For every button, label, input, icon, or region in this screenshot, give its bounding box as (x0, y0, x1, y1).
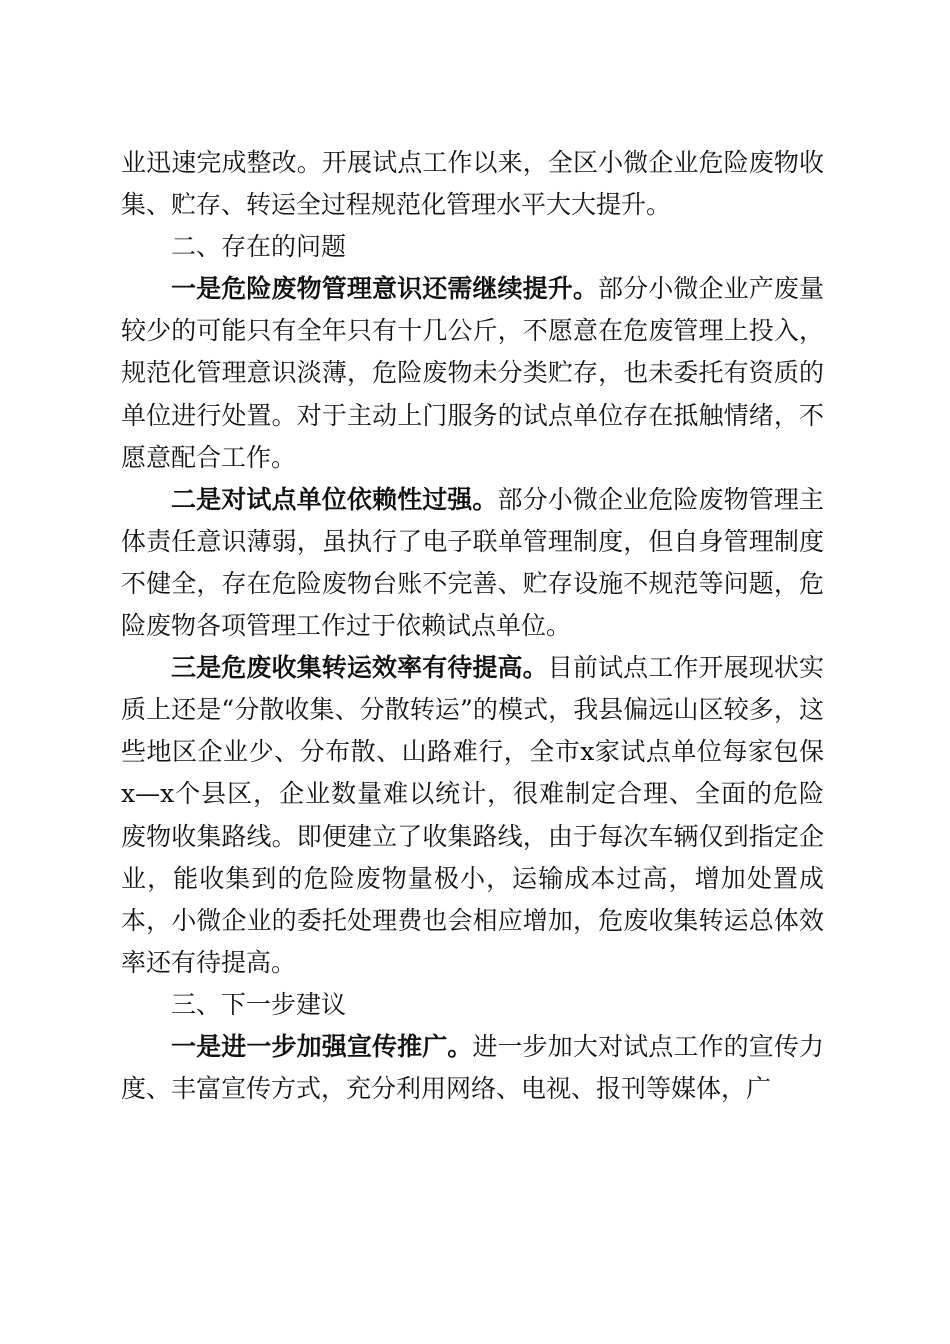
document-body (121, 142, 824, 1110)
problem-1-body: 部分小微企业产废量较少的可能只有全年只有十几公斤，不愿意在危废管理上投入，规范化管理意识淡薄，危险废物未分类贮存，也未委托有资质的单位进行处置。对于主动上门服务的试点单位存在抵触情绪，不愿意配合工作。 (121, 274, 824, 472)
problem-paragraph-2 (121, 479, 824, 647)
problem-1-lead: 一是危险废物管理意识还需继续提升。 (171, 274, 599, 304)
problem-3-body: 目前试点工作开展现状实质上还是“分散收集、分散转运”的模式，我县偏远山区较多，这些地区企业少、分布散、山路难行，全市x家试点单位每家包保x—x个县区，企业数量难以统计，很难制定合理、全面的危险废物收集路线。即便建立了收集路线，由于每次车辆仅到指定企业，能收集到的危险废物量极小，运输成本过高，增加处置成本，小微企业的委托处理费也会相应增加，危废收集转运总体效率还有待提高。 (121, 653, 824, 977)
section-heading-suggestions: 三、下一步建议 (171, 989, 347, 1019)
problem-2-lead: 二是对试点单位依赖性过强。 (171, 484, 498, 514)
section-heading-problems: 二、存在的问题 (171, 232, 347, 262)
problem-paragraph-1 (121, 268, 824, 478)
suggestion-1-lead: 一是进一步加强宣传推广。 (171, 1031, 473, 1061)
problem-3-lead: 三是危废收集转运效率有待提高。 (171, 653, 548, 683)
suggestion-1-body: 进一步加大对试点工作的宣传力度、丰富宣传方式，充分利用网络、电视、报刊等媒体，广 (121, 1031, 824, 1104)
suggestion-paragraph-1 (121, 1026, 824, 1110)
intro-paragraph: 业迅速完成整改。开展试点工作以来，全区小微企业危险废物收集、贮存、转运全过程规范化管理水平大大提升。 (121, 148, 824, 220)
problem-2-body: 部分小微企业危险废物管理主体责任意识薄弱，虽执行了电子联单管理制度，但自身管理制度不健全，存在危险废物台账不完善、贮存设施不规范等问题，危险废物各项管理工作过于依赖试点单位。 (121, 484, 824, 641)
problem-paragraph-3 (121, 647, 824, 984)
